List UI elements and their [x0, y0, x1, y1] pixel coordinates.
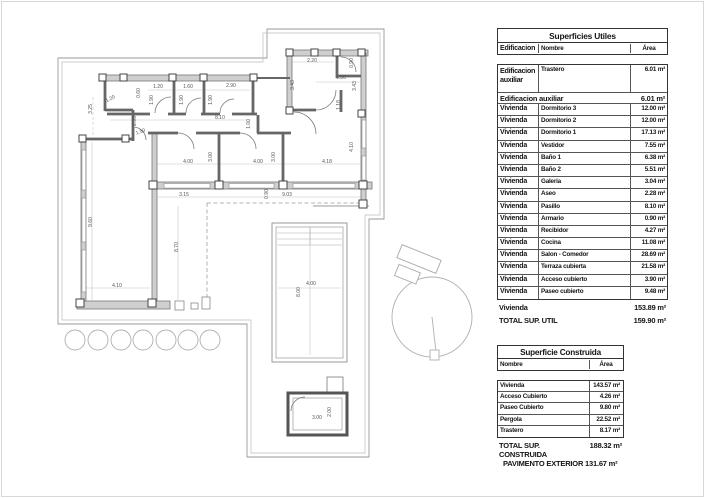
cell-nombre: Galeria — [539, 177, 631, 188]
vivienda-rows — [498, 104, 667, 299]
table-row — [498, 202, 667, 214]
cell-nombre: Baño 2 — [539, 165, 631, 176]
cell-area: 6.38 m² — [644, 153, 665, 161]
table-row — [498, 403, 623, 414]
dimension-label: 2.20 — [307, 58, 317, 64]
cell-edificacion: Vivienda — [498, 226, 539, 237]
dimension-label: 1.50 — [135, 127, 147, 137]
table-row — [498, 153, 667, 165]
dimension-label: 4.10 — [112, 283, 122, 289]
cell-area: 3.90 m² — [644, 275, 665, 283]
cell-edificacion: Vivienda — [498, 202, 539, 213]
cell-area: 8.10 m² — [644, 202, 665, 210]
pergola-outline — [207, 203, 363, 307]
dimension-label: 8.00 — [296, 287, 302, 297]
dimension-label: 4.18 — [322, 159, 332, 165]
pavimento-exterior-note: PAVIMENTO EXTERIOR 131.67 m² — [503, 459, 618, 468]
cell-area: 3.04 m² — [644, 178, 665, 186]
dimension-label: 4.00 — [253, 159, 263, 165]
dimension-label: 3.25 — [88, 104, 94, 114]
cell-nombre: Paseo cubierto — [539, 287, 631, 299]
dimension-labels — [88, 58, 358, 421]
table-body — [497, 380, 624, 438]
dimension-label: 1.86 — [336, 75, 346, 81]
table-row — [498, 189, 667, 201]
cell-area: 7.55 m² — [644, 141, 665, 149]
cell-nombre: Terraza cubierta — [539, 262, 631, 273]
subtotal-label: Vivienda — [499, 303, 528, 312]
table-row — [498, 262, 667, 274]
cell-edificacion: Edificacion auxiliar — [498, 65, 539, 92]
cell-area: 11.08 m² — [641, 239, 665, 247]
cell-edificacion: Vivienda — [498, 262, 539, 273]
cell-area: 12.00 m² — [641, 117, 665, 125]
dimension-label: 3.00 — [271, 152, 277, 162]
header-area: Área — [642, 45, 656, 52]
cell-nombre: Armario — [539, 214, 631, 225]
table-row — [498, 104, 667, 116]
dimension-label: 8.70 — [174, 242, 180, 252]
table-row — [498, 250, 667, 262]
tree — [392, 245, 472, 360]
dimension-label: 9.60 — [88, 217, 94, 227]
cell-nombre: Trastero — [539, 65, 631, 92]
cell-area: 0.90 m² — [644, 214, 665, 222]
total-row — [497, 438, 624, 459]
cell-area: 5.51 m² — [644, 165, 665, 173]
cell-area: 9.48 m² — [644, 287, 665, 295]
total-label: TOTAL SUP. UTIL — [499, 316, 558, 325]
dimension-label: 1.60 — [183, 84, 193, 90]
cell-edificacion: Vivienda — [498, 189, 539, 200]
total-value: 159.90 m² — [633, 316, 666, 325]
dimension-label: 1.18 — [336, 100, 342, 110]
table-header-row — [497, 43, 668, 55]
cell-nombre: Paseo Cubierto — [498, 403, 590, 413]
cell-nombre: Baño 1 — [539, 153, 631, 164]
dimension-label: 3.15 — [179, 192, 189, 198]
cell-nombre: Salon - Comedor — [539, 250, 631, 261]
table-row — [498, 177, 667, 189]
cell-edificacion: Vivienda — [498, 238, 539, 249]
cell-nombre: Pergola — [498, 415, 590, 425]
table-row — [498, 381, 623, 392]
dimension-label: 9.03 — [282, 192, 292, 198]
dimension-label: 4.10 — [349, 142, 355, 152]
table-superficie-construida — [497, 345, 624, 459]
table-row — [498, 392, 623, 403]
cell-nombre: Aseo — [539, 189, 631, 200]
subtotal-row — [498, 93, 667, 104]
dimension-label: 8.10 — [215, 115, 225, 121]
dimension-label: 3.00 — [208, 152, 214, 162]
swimming-pool — [272, 223, 347, 362]
columns — [76, 49, 367, 307]
table-row — [498, 226, 667, 238]
table-row — [498, 165, 667, 177]
cell-area: 2.28 m² — [644, 190, 665, 198]
cell-nombre: Acceso cubierto — [539, 275, 631, 286]
table-title: Superficie Construida — [497, 345, 624, 359]
table-row — [498, 426, 623, 437]
cell-nombre: Dormitorio 2 — [539, 116, 631, 127]
dimension-label: 0.90 — [349, 58, 355, 68]
dimension-label: 1.00 — [246, 119, 252, 129]
table-body — [497, 64, 668, 300]
table-gap — [497, 55, 668, 64]
table-header-row — [497, 359, 624, 371]
table-row — [498, 65, 667, 93]
cell-area: 8.17 m² — [599, 426, 620, 434]
cell-area: 21.58 m² — [641, 263, 665, 271]
total-label: TOTAL SUP. CONSTRUIDA — [499, 440, 547, 459]
table-row — [498, 238, 667, 250]
dimension-label: 1.90 — [208, 95, 214, 105]
dimension-label: 4.00 — [183, 159, 193, 165]
cell-area: 4.26 m² — [599, 393, 620, 401]
cell-area: 28.69 m² — [641, 251, 665, 259]
header-edificacion: Edificacion — [498, 44, 539, 53]
subtotal-label: Edificacion auxiliar — [500, 94, 564, 103]
cell-nombre: Vivienda — [498, 381, 590, 391]
dimension-label: 2.95 — [132, 116, 138, 126]
dimension-label: 0.60 — [136, 88, 142, 98]
dimension-label: 2.90 — [226, 83, 236, 89]
table-row — [498, 214, 667, 226]
table-row — [498, 287, 667, 299]
door-arcs — [133, 57, 356, 149]
header-area: Área — [599, 361, 613, 368]
cell-edificacion: Vivienda — [498, 153, 539, 164]
cell-area: 12.00 m² — [641, 105, 665, 112]
cell-nombre: Pasillo — [539, 202, 631, 213]
cell-edificacion: Vivienda — [498, 177, 539, 188]
cell-edificacion: Vivienda — [498, 214, 539, 225]
dimension-label: 2.00 — [327, 407, 333, 417]
total-row — [497, 313, 668, 325]
cell-nombre: Vestidor — [539, 141, 631, 152]
cell-area: 17.13 m² — [641, 129, 665, 137]
table-row — [498, 141, 667, 153]
table-row — [498, 275, 667, 287]
table-superficies-utiles — [497, 28, 668, 325]
dimension-label: 4.00 — [306, 281, 316, 287]
dimension-label: 3.00 — [312, 415, 322, 421]
cell-edificacion: Vivienda — [498, 128, 539, 139]
cell-edificacion: Vivienda — [498, 104, 539, 115]
cell-edificacion: Vivienda — [498, 116, 539, 127]
cell-nombre: Trastero — [498, 426, 590, 437]
table-title: Superficies Utiles — [497, 28, 668, 43]
cell-area: 22.52 m² — [596, 415, 620, 423]
cell-nombre: Cocina — [539, 238, 631, 249]
cell-nombre: Acceso Cubierto — [498, 392, 590, 402]
table-row — [498, 128, 667, 140]
cell-edificacion: Vivienda — [498, 141, 539, 152]
dimension-label: 1.90 — [179, 95, 185, 105]
table-row — [498, 116, 667, 128]
total-value: 188.32 m² — [589, 440, 623, 450]
subtotal-row — [497, 300, 668, 313]
header-nombre: Nombre — [498, 360, 590, 369]
garden-objects — [175, 297, 210, 310]
hedge-bushes — [65, 330, 220, 350]
cell-nombre: Dormitorio 1 — [539, 128, 631, 139]
cell-edificacion: Vivienda — [498, 250, 539, 261]
header-nombre: Nombre — [539, 44, 631, 53]
dimension-label: 1.20 — [153, 84, 163, 90]
cell-area: 143.57 m² — [593, 382, 620, 389]
table-gap — [497, 371, 624, 380]
exterior-walls — [77, 50, 372, 309]
cell-nombre: Dormitorio 3 — [539, 104, 631, 115]
dimension-label: 1.90 — [149, 95, 155, 105]
cell-area: 4.27 m² — [644, 226, 665, 234]
cell-edificacion: Vivienda — [498, 287, 539, 299]
subtotal-value: 6.01 m² — [640, 94, 665, 103]
cell-area: 6.01 m² — [644, 66, 665, 73]
table-row — [498, 415, 623, 426]
dimension-label: 3.43 — [352, 81, 358, 91]
outbuilding-trastero — [288, 377, 347, 435]
dimension-label: 3.43 — [290, 80, 296, 90]
cell-edificacion: Vivienda — [498, 165, 539, 176]
cell-area: 9.80 m² — [599, 404, 620, 412]
cell-edificacion: Vivienda — [498, 275, 539, 286]
dimension-label: 1.20 — [104, 94, 117, 105]
dimension-label: 0.90 — [264, 189, 270, 199]
cell-nombre: Recibidor — [539, 226, 631, 237]
subtotal-value: 153.89 m² — [634, 303, 666, 312]
